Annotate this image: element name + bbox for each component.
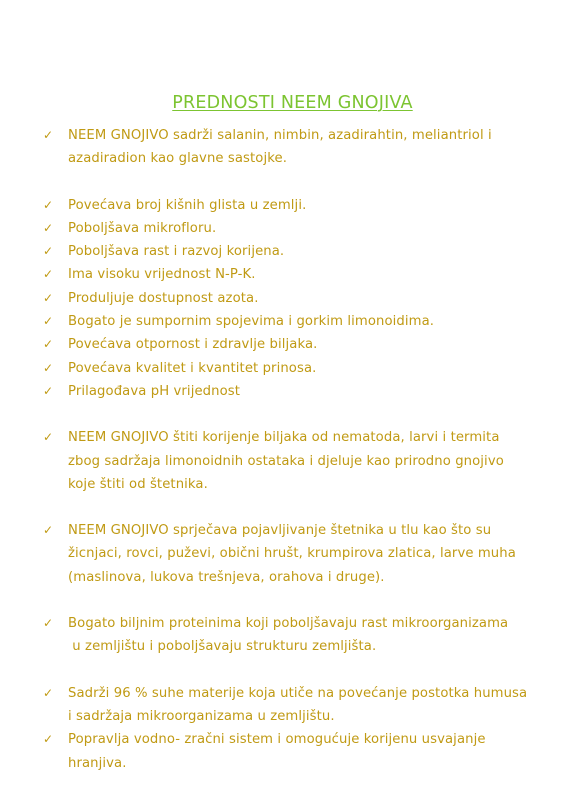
list-item xyxy=(43,194,563,217)
item-text-line: NEEM GNOJIVO sadrži salanin, nimbin, azadirahtin, meliantriol i xyxy=(68,128,492,143)
check-mark-icon: ✓ xyxy=(43,383,54,398)
benefits-list xyxy=(43,124,563,775)
list-item xyxy=(43,240,563,263)
list-item xyxy=(43,380,563,403)
item-text-line: Povećava broj kišnih glista u zemlji. xyxy=(68,197,307,213)
item-text-line: Popravlja vodno- zračni sistem i omogućuje korijenu usvajanje xyxy=(68,732,486,748)
check-mark-icon: ✓ xyxy=(43,616,54,631)
item-text-line: Bogato biljnim proteinima koji poboljšavaju rast mikroorganizama xyxy=(68,616,509,632)
check-mark-icon: ✓ xyxy=(43,360,54,375)
check-mark-icon: ✓ xyxy=(43,523,54,538)
item-text-line: Prilagođava pH vrijednost xyxy=(68,383,241,399)
check-mark-icon: ✓ xyxy=(43,290,54,305)
check-mark-icon: ✓ xyxy=(43,430,54,445)
check-mark-icon: ✓ xyxy=(43,732,54,747)
list-item xyxy=(43,426,563,496)
item-text-line: Povećava otpornost i zdravlje biljaka. xyxy=(68,337,318,353)
check-mark-icon: ✓ xyxy=(43,220,54,235)
list-item xyxy=(43,287,563,310)
item-text-line: (maslinova, lukova trešnjeva, orahova i druge). xyxy=(68,569,385,585)
list-item xyxy=(43,263,563,286)
item-text-line: hranjiva. xyxy=(68,755,127,771)
item-text-line: Sadrži 96 % suhe materije koja utiče na povećanje postotka humusa xyxy=(68,685,528,701)
list-item xyxy=(43,333,563,356)
page-title: PREDNOSTI NEEM GNOJIVA xyxy=(172,93,413,113)
list-item xyxy=(43,728,563,775)
list-item xyxy=(43,310,563,333)
check-mark-icon: ✓ xyxy=(43,685,54,700)
list-item xyxy=(43,682,563,729)
item-text-line: Poboljšava rast i razvoj korijena. xyxy=(68,244,285,260)
item-text-line: zbog sadržaja limonoidnih ostataka i djeluje kao prirodno gnojivo xyxy=(68,453,504,469)
list-item xyxy=(43,612,563,659)
item-text-line: NEEM GNOJIVO sprječava pojavljivanje štetnika u tlu kao što su xyxy=(68,523,492,539)
item-text-line: koje štiti od štetnika. xyxy=(68,476,208,492)
list-item xyxy=(43,124,563,171)
spacer xyxy=(43,171,563,194)
item-text-line: u zemljištu i poboljšavaju strukturu zemljišta. xyxy=(68,639,377,655)
check-mark-icon: ✓ xyxy=(43,128,54,142)
check-mark-icon: ✓ xyxy=(43,197,54,212)
spacer xyxy=(43,403,563,426)
spacer xyxy=(43,589,563,612)
item-text-line: NEEM GNOJIVO štiti korijenje biljaka od nematoda, larvi i termita xyxy=(68,430,500,446)
check-mark-icon: ✓ xyxy=(43,244,54,259)
item-text-line: i sadržaja mikroorganizama u zemljištu. xyxy=(68,708,335,724)
list-item xyxy=(43,519,563,589)
item-text-line: Produljuje dostupnost azota. xyxy=(68,290,259,306)
spacer xyxy=(43,496,563,519)
check-mark-icon: ✓ xyxy=(43,337,54,352)
list-item xyxy=(43,357,563,380)
check-mark-icon: ✓ xyxy=(43,314,54,329)
item-text-line: Povećava kvalitet i kvantitet prinosa. xyxy=(68,360,317,376)
item-text-line: žicnjaci, rovci, puževi, obični hrušt, krumpirova zlatica, larve muha xyxy=(68,546,516,562)
item-text-line: azadiradion kao glavne sastojke. xyxy=(68,151,288,167)
check-mark-icon: ✓ xyxy=(43,267,54,282)
list-item xyxy=(43,217,563,240)
item-text-line: Poboljšava mikrofloru. xyxy=(68,220,217,236)
spacer xyxy=(43,659,563,682)
item-text-line: Ima visoku vrijednost N-P-K. xyxy=(68,267,256,283)
item-text-line: Bogato je sumpornim spojevima i gorkim limonoidima. xyxy=(68,314,435,330)
